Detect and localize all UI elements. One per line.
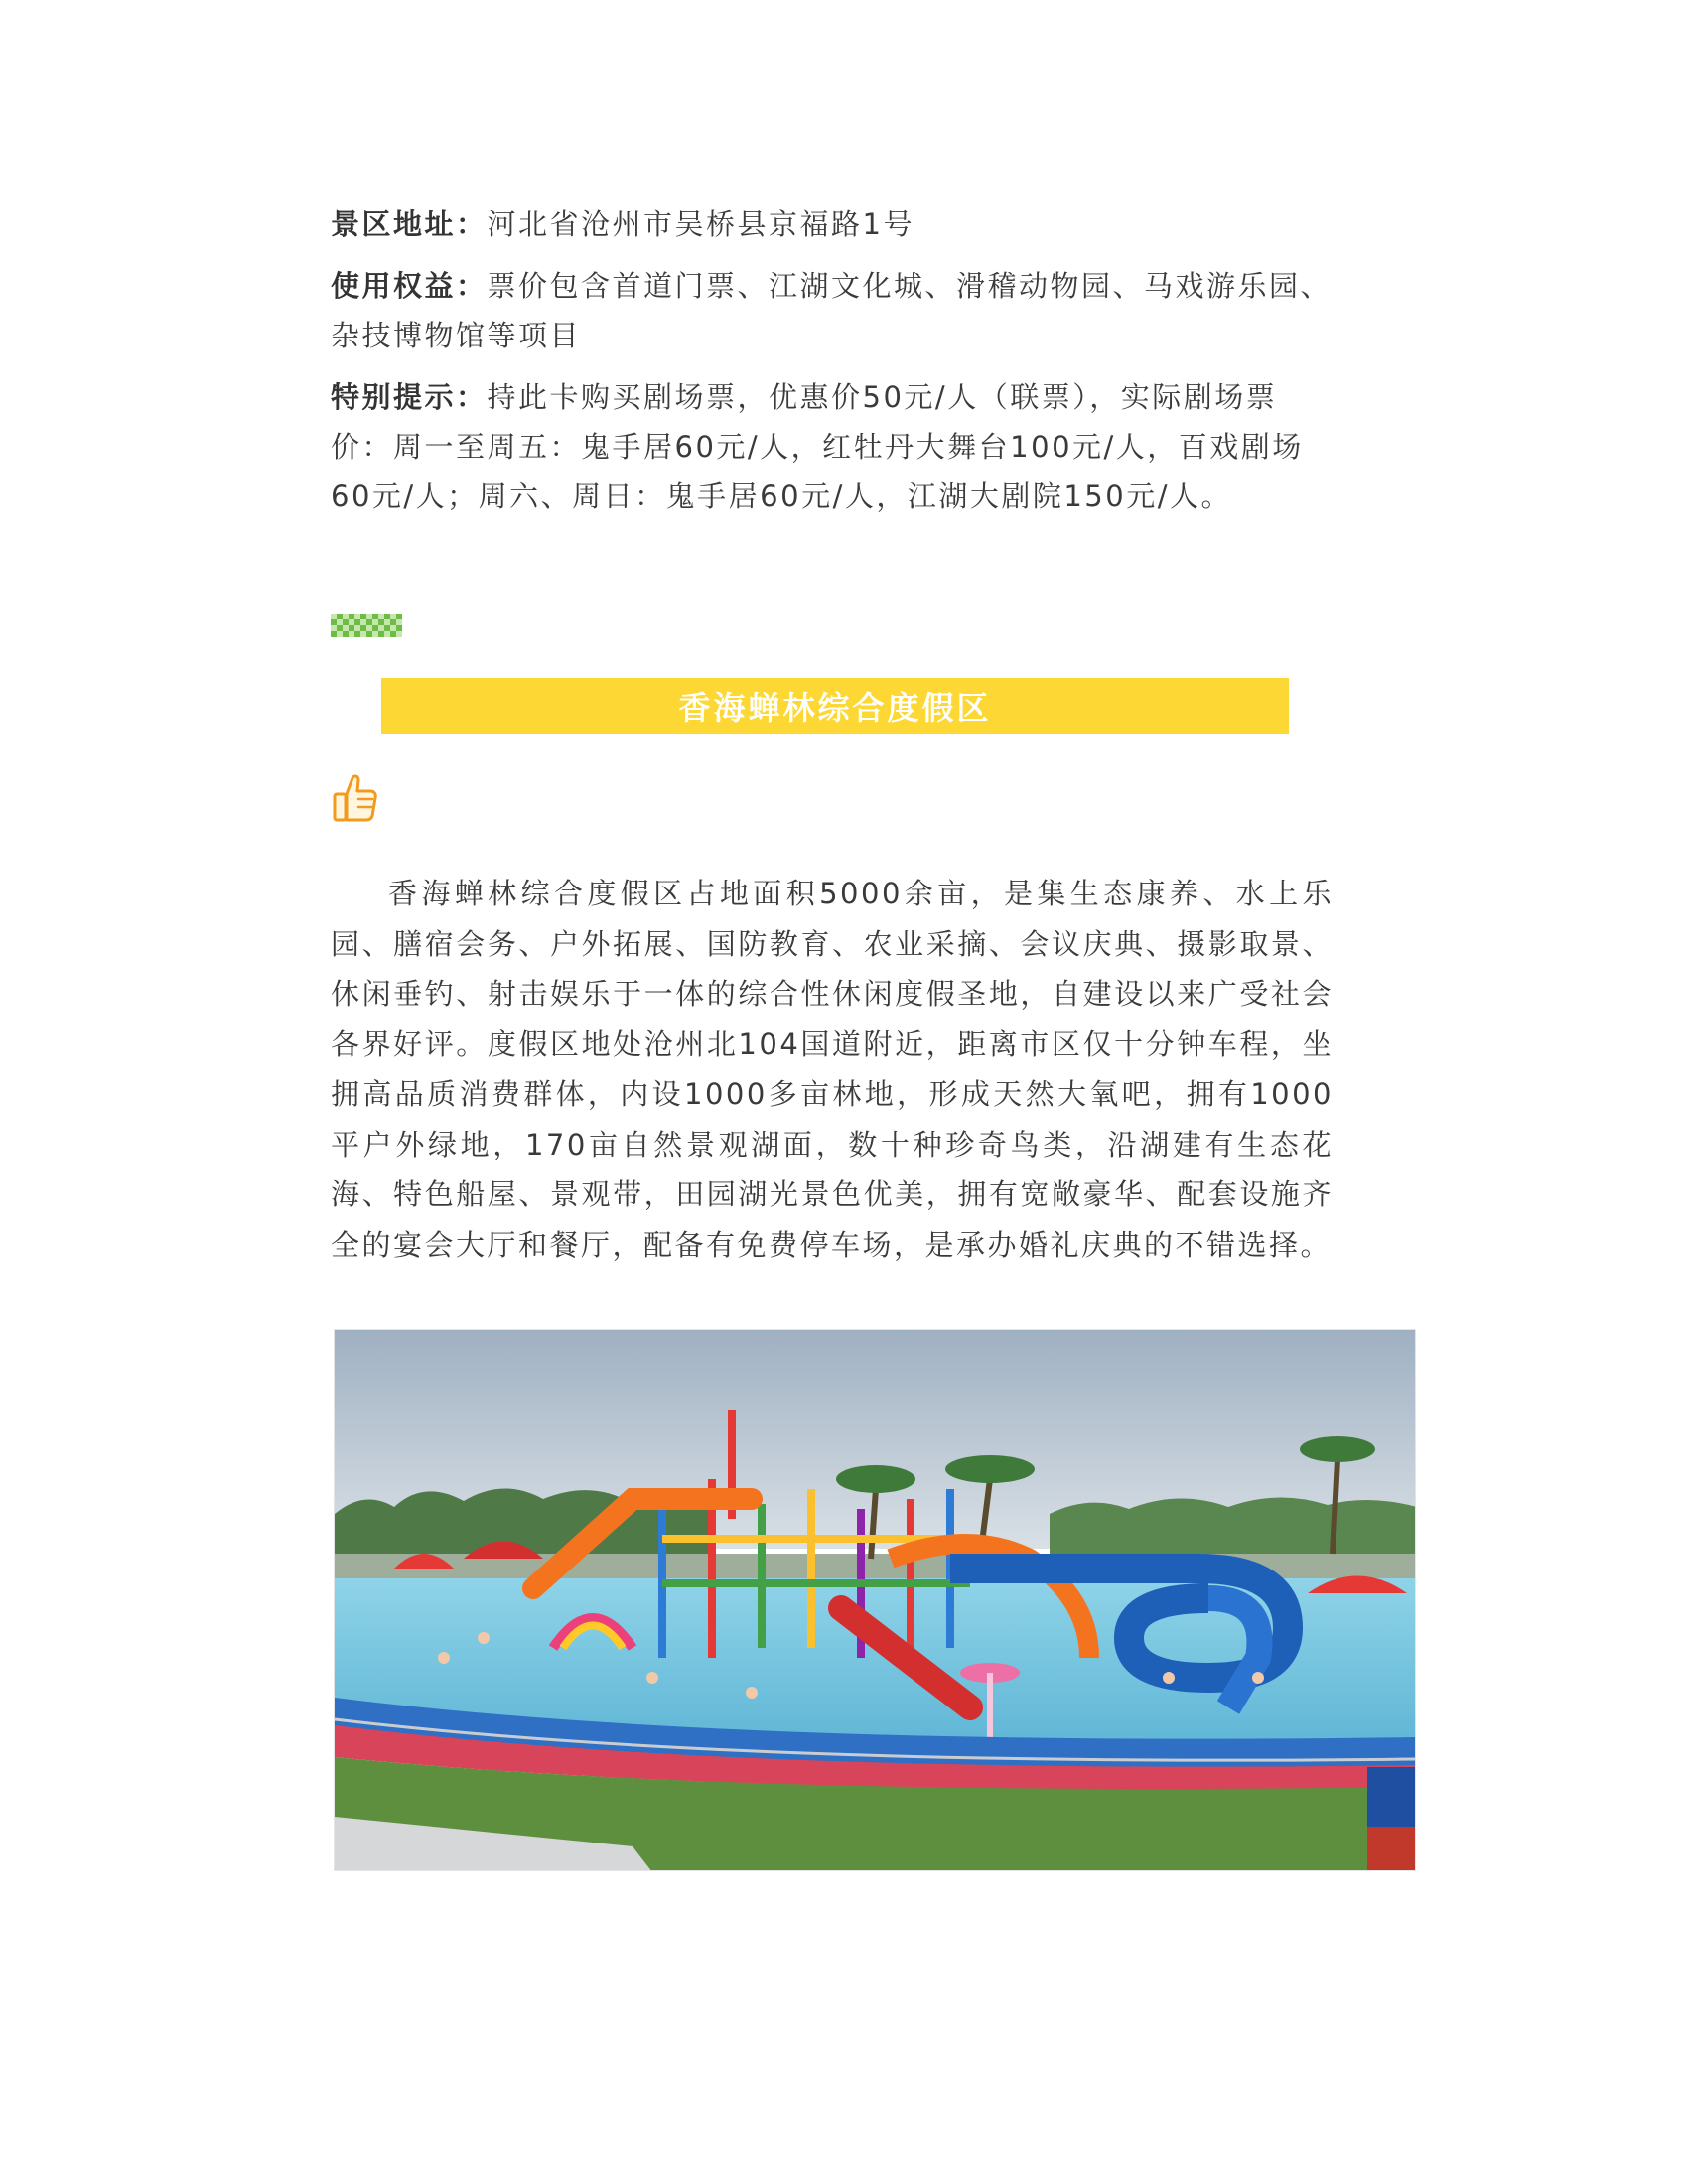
tips-line — [331, 372, 1334, 521]
section-title: 香海蝉林综合度假区 — [678, 689, 992, 727]
address-value: 河北省沧州市吴桥县京福路1号 — [487, 207, 914, 241]
checker-divider-icon — [331, 614, 402, 637]
rights-label: 使用权益： — [331, 269, 488, 303]
resort-description: 香海蝉林综合度假区占地面积5000余亩，是集生态康养、水上乐园、膳宿会务、户外拓展、国防教育、农业采摘、会议庆典、摄影取景、休闲垂钓、射击娱乐于一体的综合性休闲度假圣地，自建设以来广受社会各界好评。度假区地处沧州北104国道附近，距离市区仅十分钟车程，坐拥高品质消费群体，内设1000多亩林地，形成天然大氧吧，拥有1000平户外绿地，170亩自然景观湖面，数十种珍奇鸟类，沿湖建有生态花海、特色船屋、景观带，田园湖光景色优美，拥有宽敞豪华、配套设施齐全的宴会大厅和餐厅，配备有免费停车场，是承办婚礼庆典的不错选择。 — [331, 877, 1334, 1262]
section-title-banner — [381, 678, 1289, 734]
address-line — [331, 200, 1334, 249]
rights-value: 票价包含首道门票、江湖文化城、滑稽动物园、马戏游乐园、杂技博物馆等项目 — [331, 269, 1333, 352]
tips-value: 持此卡购买剧场票，优惠价50元/人（联票），实际剧场票价：周一至周五：鬼手居60元/人，红牡丹大舞台100元/人，百戏剧场60元/人；周六、周日：鬼手居60元/人，江湖大剧院150元/人。 — [331, 380, 1304, 513]
thumbs-up-icon — [331, 772, 378, 824]
address-label: 景区地址： — [331, 207, 488, 241]
water-park-photo — [334, 1329, 1416, 1871]
rights-line — [331, 261, 1334, 360]
tips-label: 特别提示： — [331, 380, 488, 414]
